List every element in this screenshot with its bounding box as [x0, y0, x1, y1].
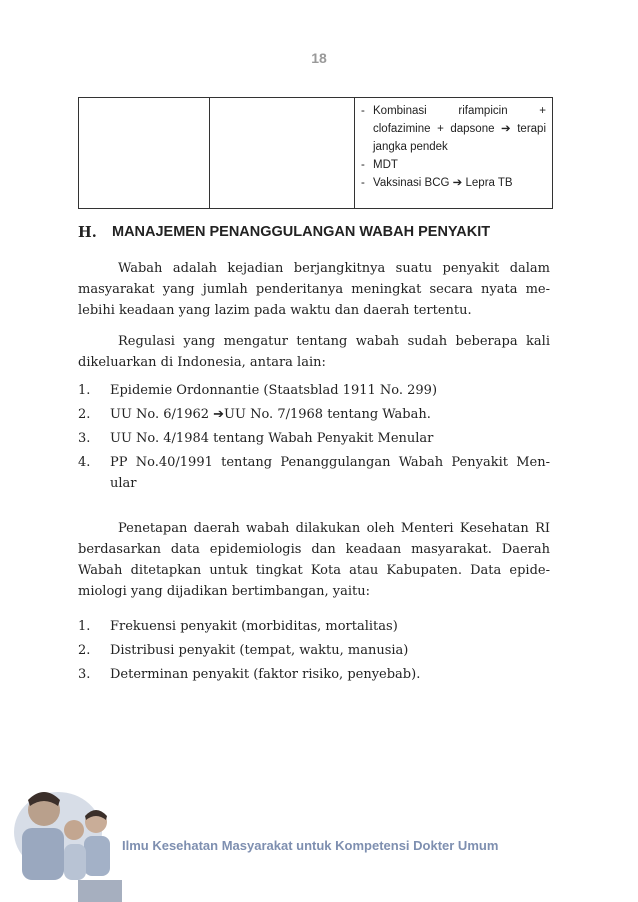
cell-list — [361, 102, 546, 192]
list-item: 4. PP No.40/1991 tentang Penanggulangan Wabah Penyakit Men-ular — [78, 455, 550, 491]
list-item: 1. Epidemie Ordonnantie (Staatsblad 1911 No. 299) — [78, 383, 438, 398]
paragraph-definition: Wabah adalah kejadian berjangkitnya suatu penyakit dalam masyarakat yang jumlah penderitanya meningkat secara nyata me-lebihi keadaan yang lazim pada waktu dan daerah tertentu. — [78, 261, 550, 318]
list-item: - Vaksinasi BCG ➔ Lepra TB — [361, 177, 513, 189]
regulation-list — [78, 380, 550, 497]
page-number: 18 — [311, 50, 327, 66]
list-item: - Kombinasi rifampicin + clofazimine + dapsone ➔ terapi jangka pendek — [361, 105, 546, 153]
table-row — [79, 98, 553, 209]
paragraph-determination: Penetapan daerah wabah dilakukan oleh Menteri Kesehatan RI berdasarkan data epidemiologis dan keadaan masyarakat. Daerah Wabah ditetapkan untuk tingkat Kota atau Kabupaten. Data epide-miologi yang dijadikan bertimbangan, yaitu: — [78, 521, 550, 599]
section-title: MANAJEMEN PENANGGULANGAN WABAH PENYAKIT — [112, 224, 491, 240]
table-cell-content — [355, 98, 553, 209]
continuation-table — [78, 97, 553, 209]
footer-title: Ilmu Kesehatan Masyarakat untuk Kompetensi Dokter Umum — [122, 838, 499, 853]
table-cell-empty-1 — [79, 98, 210, 209]
section-heading — [78, 224, 558, 241]
list-item: - MDT — [361, 159, 398, 171]
consideration-list — [78, 616, 550, 688]
list-item: 1. Frekuensi penyakit (morbiditas, mortalitas) — [78, 619, 398, 634]
list-item: 3. Determinan penyakit (faktor risiko, penyebab). — [78, 667, 421, 682]
children-photo — [0, 770, 140, 902]
paragraph-regulation-intro: Regulasi yang mengatur tentang wabah sudah beberapa kali dikeluarkan di Indonesia, antara lain: — [78, 334, 550, 370]
list-item: 3. UU No. 4/1984 tentang Wabah Penyakit Menular — [78, 431, 434, 446]
section-letter: H. — [78, 224, 97, 241]
list-item: 2. Distribusi penyakit (tempat, waktu, manusia) — [78, 643, 409, 658]
list-item: 2. UU No. 6/1962 ➔UU No. 7/1968 tentang Wabah. — [78, 407, 431, 422]
table-cell-empty-2 — [210, 98, 355, 209]
